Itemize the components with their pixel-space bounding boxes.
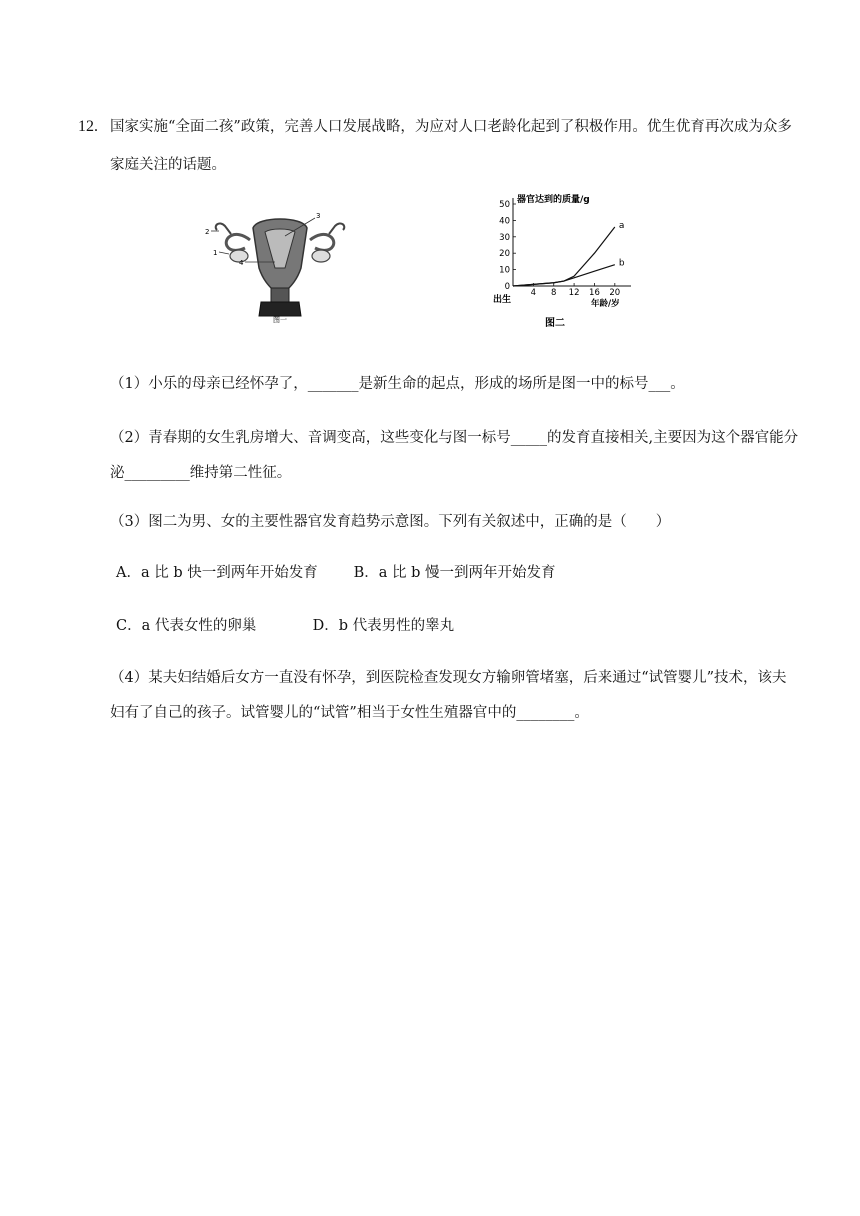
chart-x-tick-label: 16 xyxy=(589,288,600,298)
chart-x-tick-label: 4 xyxy=(530,288,537,298)
option-d: D．b 代表男性的睾丸 xyxy=(312,618,455,634)
figure1-diagram xyxy=(205,198,355,323)
figures xyxy=(205,190,645,335)
chart-x-tick-label: 8 xyxy=(551,288,557,298)
chart-series-a-label: a xyxy=(618,220,625,231)
figure2-caption: 图二 xyxy=(545,318,565,329)
option-a: A．a 比 b 快一到两年开始发育 xyxy=(116,565,318,581)
chart-series-b-line xyxy=(513,265,615,286)
chart-ylabel: 器官达到的质量/g xyxy=(517,195,590,205)
part3-text: （3）图二为男、女的主要性器官发育趋势示意图。下列有关叙述中，正确的是（ ） xyxy=(110,514,671,530)
question-number: 12. xyxy=(78,118,98,135)
chart-axes xyxy=(499,198,631,298)
figure1-label-4: 4 xyxy=(239,259,244,267)
chart-y-tick-label: 20 xyxy=(499,249,510,260)
chart-xlabel: 年龄/岁 xyxy=(591,299,620,309)
options-row-2 xyxy=(116,609,796,644)
part1-text: （1）小乐的母亲已经怀孕了，_______是新生命的起点，形成的场所是图一中的标号___。 xyxy=(110,376,685,392)
chart-x-tick-label: 20 xyxy=(609,288,621,298)
options-row-1 xyxy=(116,556,796,591)
part2-text: （2）青春期的女生乳房增大、音调变高，这些变化与图一标号_____的发育直接相关,主要因为这个器官能分泌_________维持第二性征。 xyxy=(110,430,799,481)
question-stem: 国家实施“全面二孩”政策，完善人口发展战略，为应对人口老龄化起到了积极作用。优生优育再次成为众多家庭关注的话题。 xyxy=(110,119,792,173)
chart-y-tick-label: 0 xyxy=(504,282,510,292)
figure2-chart xyxy=(483,190,643,335)
chart-y-tick-label: 40 xyxy=(499,216,510,227)
option-b: B．a 比 b 慢一到两年开始发育 xyxy=(353,565,556,581)
option-c: C．a 代表女性的卵巢 xyxy=(116,618,257,634)
chart-lines xyxy=(513,221,625,286)
figure1-caption: 图一 xyxy=(273,316,287,323)
chart-y-tick-label: 10 xyxy=(499,265,510,276)
chart-x-tick-label: 12 xyxy=(568,288,580,298)
question-header xyxy=(78,108,798,184)
chart-series-a-line xyxy=(513,227,615,286)
figure1-label-2: 2 xyxy=(205,228,210,236)
chart-y-tick-label: 30 xyxy=(499,232,510,243)
part4-text: （4）某夫妇结婚后女方一直没有怀孕，到医院检查发现女方输卵管堵塞，后来通过“试管婴儿”技术，该夫妇有了自己的孩子。试管婴儿的“试管”相当于女性生殖器官中的________。 xyxy=(110,670,787,721)
chart-y-tick-label: 50 xyxy=(499,200,510,210)
figure1-label-3: 3 xyxy=(316,212,321,220)
figure1-label-1: 1 xyxy=(213,249,218,257)
chart-x-origin-label: 出生 xyxy=(493,295,512,305)
chart-series-b-label: b xyxy=(618,258,625,269)
